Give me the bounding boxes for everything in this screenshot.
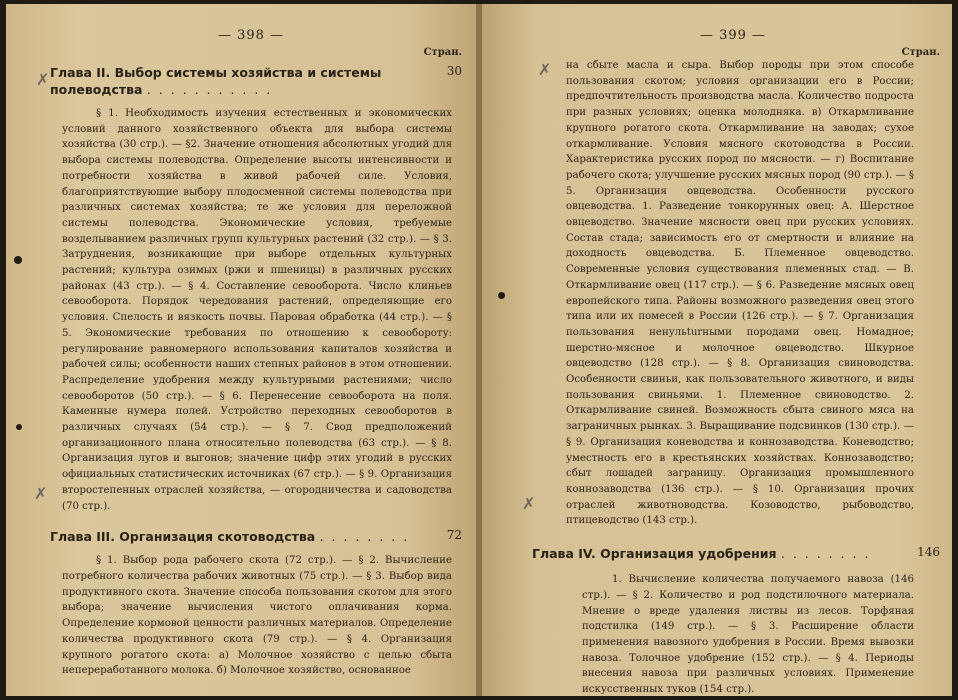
pencil-mark-icon: ✗ (538, 60, 552, 79)
pencil-mark-icon: ✗ (36, 70, 50, 89)
chapter-page: 146 (917, 545, 940, 560)
chapter-heading (50, 528, 462, 545)
chapter-heading (532, 545, 940, 562)
chapter-title: Глава II. Выбор системы хозяйства и системы полеводства . . . . . . . . . . . (50, 65, 382, 97)
page-hole (498, 292, 505, 299)
right-page (482, 4, 952, 696)
pencil-mark-icon: ✗ (522, 494, 536, 513)
column-header: Стран. (901, 47, 940, 58)
pencil-mark-icon: ✗ (34, 484, 48, 503)
column-header: Стран. (423, 47, 462, 58)
chapter-contents: § 1. Выбор рода рабочего скота (72 стр.). — § 2. Вычисление потребного количества рабочих животных (75 стр.). — § 3. Выбор вида продуктивного скота. Значение способа пользования скотом для этого выбора; значение вычисления чистого оплачивания корма. Определение кормовой ценности различных материалов. Определение количества продуктивного скота (79 стр.). — § 4. Организация крупного рогатого скота: а) Молочное хозяйство с целью сбыта непереработанного молока. б) Молочное хозяйство, основанное (62, 555, 452, 677)
page-hole (16, 424, 22, 430)
chapter-heading (50, 64, 462, 98)
chapter-contents: § 1. Необходимость изучения естественных и экономических условий данного хозяйственного объекта для выбора системы хозяйства (30 стр.). — §2. Значение отношения абсолютных угодий для выбора системы полеводства. Определение высоты интенсивности и потребности хозяйства в живой рабочей силе. Условия, благоприятствующие выбору плодосменной системы полеводства при различных системах хозяйства; те же условия для переложной системы полеводства. Экономические условия, требуемые возделыванием различных групп культурных растений (32 стр.). — § 3. Затруднения, возникающие при выборе отдельных культурных растений; культура озимых (ржи и пшеницы) в различных русских районах (43 стр.). — § 4. Составление севооборота. Число клиньев севооборота. Порядок чередования растений, определяющие его условия. Спелость и вязкость почвы. Паровая обработка (44 стр.). — § 5. Экономические требования по отношению к севообороту: регулирование равномерного использования капиталов хозяйства и рабочей силы; особенности наших степных районов в этом отношении. Распределение удобрения между культурными растениями; число севооборотов (50 стр.). — § 6. Перенесение севооборота на поля. Каменные нумера полей. Устройство переходных севооборотов в различных случаях (54 стр.). — § 7. Свод предположений организационного плана относительно полеводства (63 стр.). — § 8. Организация лугов и выгонов; значение цифр этих угодий в русских официальных статистических источниках (67 стр.). — § 9. Организация второстепенных отраслей хозяйства, — огородничества и садоводства (70 стр.). (62, 108, 452, 512)
chapter-contents: 1. Вычисление количества получаемого навоза (146 стр.). — § 2. Количество и род подстилочного материала. Мнение о вреде удаления листвы из лесов. Торфяная подстилка (149 стр.). — § 3. Расширение области применения навозного удобрения в России. Время вывозки навоза. Толочное удобрение (152 стр.). — § 4. Периоды внесения навоза при различных условиях. Применение искусственных туков (154 стр.). (582, 574, 914, 696)
chapter-title: Глава IV. Организация удобрения . . . . . . . . (532, 546, 871, 562)
chapter-contents: на сбыте масла и сыра. Выбор породы при этом способе пользования скотом; условия организации его в России; предпочтительность производства масла. Количество подроста при разных условиях; оценка молодняка. в) Откармливание крупного рогатого скота. Откармливание на заводах; сухое откармливание. Условия мясного скотоводства в России. Характеристика русских пород по мясности. — г) Воспитание рабочего скота; улучшение русских мясных пород (90 стр.). — § 5. Организация овцеводства. Особенности русского овцеводства. 1. Разведение тонкорунных овец: А. Шерстное овцеводство. Значение мясности овец при русских условиях. Состав стада; зависимость его от смертности и влияние на доходность овцеводства. Б. Племенное овцеводство. Современные условия существования племенных стад. — В. Откармливание овец (117 стр.). — § 6. Разведение мясных овец европейского типа. Районы возможного разведения овец этого типа или их помесей в России (126 стр.). — § 7. Организация пользования ненульturными породами овец. Номадное; шерстно-мясное и молочное овцеводство. Шкурное овцеводство (128 стр.). — § 8. Организация свиноводства. Особенности свиньи, как пользовательного животного, и виды пользования свиньями. 1. Племенное свиноводство. 2. Откармливание свиней. Возможность сбыта свиного мяса на заграничных рынках. 3. Выращивание подсвинков (130 стр.). — § 9. Организация коневодства и коннозаводства. Коневодство; уместность его в крестьянских хозяйствах. Коннозаводство; сбыт лошадей заграницу. Организация промышленного коннозаводства (136 стр.). — § 10. Организация прочих отраслей животноводства. Козоводство, рыбоводство, птицеводство (143 стр.). (566, 60, 914, 527)
left-page (6, 4, 476, 696)
page-number: — 399 — (699, 28, 767, 43)
page-number: — 398 — (217, 28, 285, 43)
page-hole (14, 256, 22, 264)
book-spread (6, 4, 952, 696)
chapter-title: Глава III. Организация скотоводства . . . . . . . . (50, 529, 410, 545)
chapter-page: 72 (446, 528, 462, 543)
chapter-page: 30 (446, 64, 462, 78)
